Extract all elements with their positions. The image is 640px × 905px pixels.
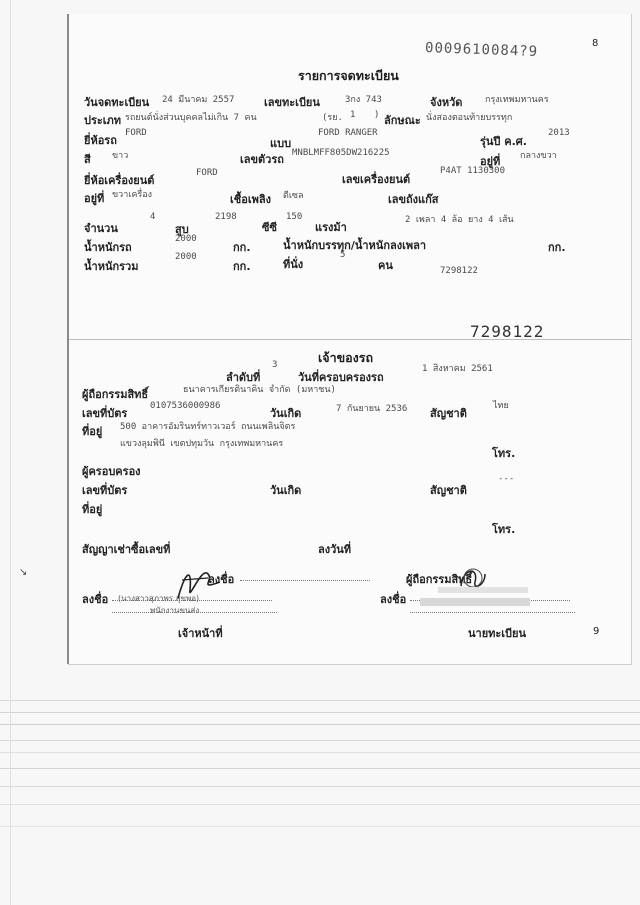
color: ขาว bbox=[112, 151, 129, 161]
hp-date-label: ลงวันที่ bbox=[318, 543, 352, 556]
province: กรุงเทพมหานคร bbox=[485, 95, 549, 105]
hp-label: แรงม้า bbox=[315, 221, 347, 234]
gross-weight-label: น้ำหนักบรรทุก/น้ำหนักลงเพลา bbox=[283, 239, 427, 252]
handwritten-id: 0009610084?9 bbox=[424, 40, 539, 60]
nationality2-dash: --- bbox=[498, 474, 515, 484]
serial-large: 7298122 bbox=[470, 322, 545, 341]
cc-label: ซีซี bbox=[262, 221, 277, 234]
total-weight: 2000 bbox=[175, 252, 197, 262]
brand: FORD bbox=[125, 128, 147, 138]
cylinder-label: สูบ bbox=[175, 223, 189, 236]
serial-small: 7298122 bbox=[440, 266, 478, 276]
province-label: จังหวัด bbox=[430, 96, 463, 109]
reg-date-label: วันจดทะเบียน bbox=[84, 96, 150, 109]
signature-line bbox=[240, 580, 370, 581]
reg-no-label: เลขทะเบียน bbox=[264, 96, 320, 109]
officer-label: เจ้าหน้าที่ bbox=[178, 627, 223, 640]
id-label: เลขที่บัตร bbox=[82, 407, 128, 420]
reg-no: 3กง 743 bbox=[345, 95, 382, 105]
address-line-2: แขวงลุมพินี เขตปทุมวัน กรุงเทพมหานคร bbox=[120, 439, 284, 449]
stamp-title: พนักงานขนส่ง bbox=[150, 606, 200, 615]
total-weight-label: น้ำหนักรวม bbox=[84, 260, 139, 273]
sign-label-officer-top: ลงชื่อ bbox=[208, 573, 235, 586]
engine-loc-label: อยู่ที่ bbox=[84, 192, 105, 205]
engine-number: P4AT 1130300 bbox=[440, 166, 506, 176]
code-close: ) bbox=[374, 110, 380, 120]
page-number-top: 8 bbox=[592, 38, 599, 49]
nationality-label: สัญชาติ bbox=[430, 407, 467, 420]
sign-label-left: ลงชื่อ bbox=[82, 593, 109, 606]
kg-label-1: กก. bbox=[233, 241, 251, 254]
nationality: ไทย bbox=[493, 401, 509, 411]
address-label: ที่อยู่ bbox=[82, 425, 103, 438]
engine-location: ขวาเครื่อง bbox=[112, 190, 152, 200]
possession-date: 1 สิงหาคม 2561 bbox=[422, 364, 493, 374]
chassis-number: MNBLMFF805DW216225 bbox=[292, 148, 390, 158]
name-line-left bbox=[112, 612, 277, 613]
right-stamp-blur-2 bbox=[438, 584, 538, 596]
vehicle-style: นั่งสองตอนท้ายบรรทุก bbox=[426, 113, 513, 123]
chassis-label: เลขตัวรถ bbox=[240, 153, 284, 166]
location-label: อยู่ที่ bbox=[480, 155, 501, 168]
nationality2-label: สัญชาติ bbox=[430, 484, 467, 497]
stamp-name: (นางสาวสุภาพร สุขพอ) bbox=[118, 594, 200, 603]
kg-label-2: กก. bbox=[548, 241, 566, 254]
tel2-label: โทร. bbox=[492, 523, 516, 536]
name-line-right bbox=[410, 612, 575, 613]
year: 2013 bbox=[548, 128, 570, 138]
margin-mark: ↘ bbox=[19, 567, 28, 578]
persons-label: คน bbox=[378, 259, 393, 272]
dob-label: วันเกิด bbox=[270, 407, 302, 420]
dob: 7 กันยายน 2536 bbox=[336, 404, 408, 414]
brand-label: ยี่ห้อรถ bbox=[84, 134, 117, 147]
registration-title: รายการจดทะเบียน bbox=[298, 68, 399, 83]
kg-label-3: กก. bbox=[233, 260, 251, 273]
seq-label: ลำดับที่ bbox=[226, 371, 261, 384]
engine-no-label: เลขเครื่องยนต์ bbox=[342, 173, 411, 186]
dob2-label: วันเกิด bbox=[270, 484, 302, 497]
style-label: ลักษณะ bbox=[384, 114, 421, 127]
vehicle-code: 1 bbox=[350, 110, 356, 120]
id-number: 0107536000986 bbox=[150, 401, 221, 411]
engine-cc: 2198 bbox=[215, 212, 237, 222]
address2-label: ที่อยู่ bbox=[82, 503, 103, 516]
right-stamp-blur bbox=[420, 594, 540, 610]
hp-contract-label: สัญญาเช่าซื้อเลขที่ bbox=[82, 543, 171, 556]
engine-brand-label: ยี่ห้อเครื่องยนต์ bbox=[84, 174, 155, 187]
tel-label: โทร. bbox=[492, 447, 516, 460]
model: FORD RANGER bbox=[318, 128, 378, 138]
qty-label: จำนวน bbox=[84, 222, 118, 235]
reg-date: 24 มีนาคม 2557 bbox=[162, 95, 235, 105]
page-number-bottom: 9 bbox=[593, 626, 600, 637]
code-open: (รย. bbox=[322, 113, 343, 123]
vehicle-type: รถยนต์นั่งส่วนบุคคลไม่เกิน 7 คน bbox=[125, 113, 257, 123]
possessor-label: ผู้ครอบครอง bbox=[82, 465, 141, 478]
fuel-label: เชื้อเพลิง bbox=[230, 193, 271, 206]
seats: 5 bbox=[340, 250, 346, 260]
type-label: ประเภท bbox=[84, 114, 122, 127]
owner-title: เจ้าของรถ bbox=[318, 350, 374, 365]
id2-label: เลขที่บัตร bbox=[82, 484, 128, 497]
engine-brand: FORD bbox=[196, 168, 218, 178]
weight-label: น้ำหนักรถ bbox=[84, 241, 132, 254]
seats-label: ที่นั่ง bbox=[283, 258, 304, 271]
year-label: รุ่นปี ค.ศ. bbox=[480, 135, 527, 148]
officer-signature bbox=[168, 560, 228, 604]
fuel: ดีเซล bbox=[283, 191, 304, 201]
vehicle-weight: 2000 bbox=[175, 234, 197, 244]
holder-label: ผู้ถือกรรมสิทธิ์ bbox=[82, 388, 149, 401]
gas-tank-label: เลขถังแก๊ส bbox=[388, 193, 439, 206]
cylinder-qty: 4 bbox=[150, 212, 156, 222]
holder-sig-label: ผู้ถือกรรมสิทธิ์ bbox=[406, 573, 473, 586]
horsepower: 150 bbox=[286, 212, 303, 222]
axle-info: 2 เพลา 4 ล้อ ยาง 4 เส้น bbox=[405, 215, 514, 225]
registrar-label: นายทะเบียน bbox=[468, 627, 527, 640]
sign-label-right: ลงชื่อ bbox=[380, 593, 407, 606]
possession-date-label: วันที่ครอบครองรถ bbox=[298, 371, 384, 384]
location: กลางขวา bbox=[520, 151, 557, 161]
model-label: แบบ bbox=[270, 137, 292, 150]
owner-seq: 3 bbox=[272, 360, 278, 370]
holder-name: ธนาคารเกียรตินาคิน จำกัด (มหาชน) bbox=[183, 385, 336, 395]
address-line-1: 500 อาคารอัมรินทร์ทาวเวอร์ ถนนเพลินจิตร bbox=[120, 422, 296, 432]
color-label: สี bbox=[84, 153, 91, 166]
